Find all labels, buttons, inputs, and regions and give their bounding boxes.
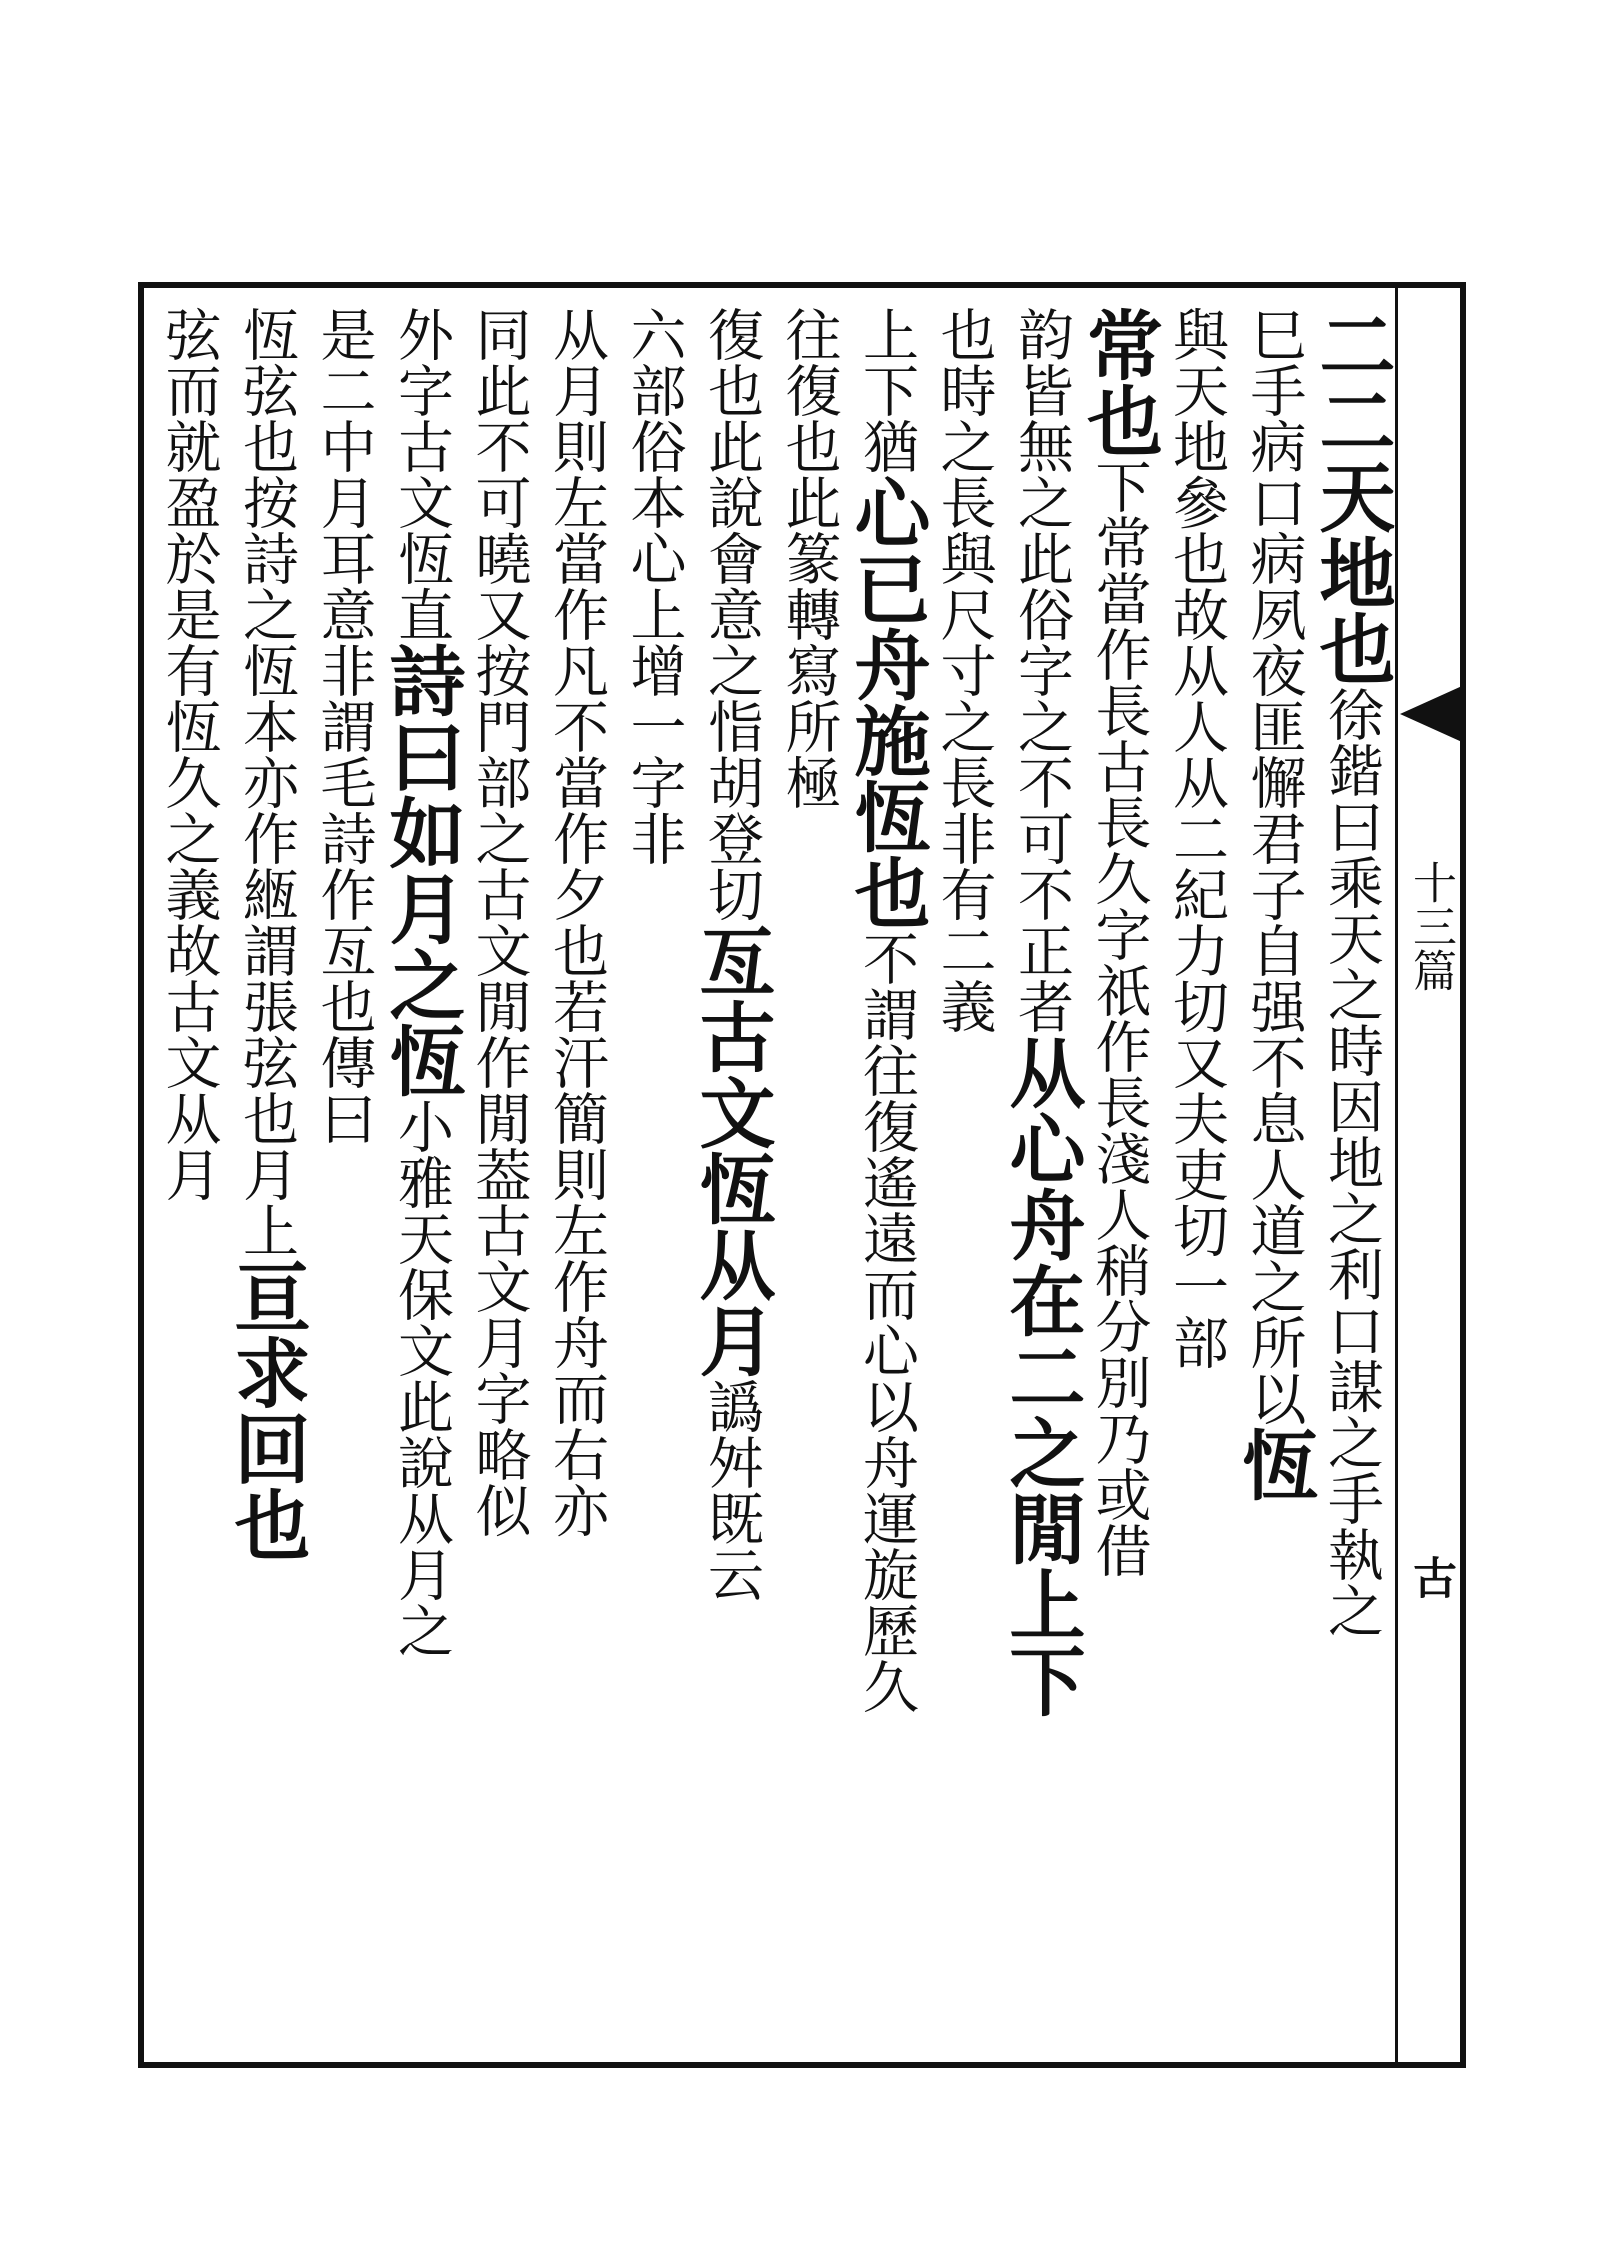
text-column — [150, 306, 228, 2056]
commentary-text: 意非謂毛詩作亙也傳曰 — [311, 586, 377, 1146]
commentary-text: 外字古文恆直 — [389, 306, 454, 642]
text-column — [377, 306, 466, 2056]
commentary-text: 上下猶 — [854, 306, 919, 474]
commentary-text: 譌舛既云 — [699, 1378, 764, 1602]
text-column — [687, 306, 776, 2056]
text-column — [925, 306, 1003, 2056]
commentary-text: 下常當作長古長久字祇作長淺人稍分別乃或借 — [1086, 458, 1152, 1578]
margin-page-number: 古 — [1405, 1555, 1456, 1599]
margin-title: 十三篇 — [1405, 860, 1456, 992]
commentary-text: 恆弦也按詩之恆本亦作緪謂張弦也月上 — [234, 306, 299, 1258]
commentary-text: 六部俗本心上增一字非 — [621, 306, 687, 866]
commentary-text: 與天地參也故从人从二紀力切又夫吏切一部 — [1164, 306, 1229, 1370]
commentary-text: 是二中月耳 — [311, 306, 377, 586]
text-column — [222, 306, 311, 2056]
margin-strip — [1395, 282, 1466, 2068]
text-column — [1158, 306, 1236, 2056]
headword-text: 恆 — [1229, 1426, 1319, 1502]
headword-text: 常也 — [1074, 306, 1164, 458]
text-column — [770, 306, 848, 2056]
text-column — [305, 306, 383, 2056]
text-body — [150, 300, 1396, 2060]
text-column — [1074, 306, 1164, 2056]
headword-text: 心已舟施恆也 — [842, 474, 931, 930]
text-column — [538, 306, 616, 2056]
commentary-text: 不謂往復遙遠而心以舟運旋歷久 — [854, 930, 919, 1714]
headword-text: 从心舟在二之閒上下 — [997, 1034, 1086, 1718]
headword-text: 二二天地也 — [1307, 306, 1396, 686]
text-column — [1307, 306, 1396, 2056]
text-column — [615, 306, 693, 2056]
fishtail-mark — [1400, 686, 1462, 742]
headword-text: 亙古文恆从月 — [687, 922, 776, 1378]
text-column — [997, 306, 1086, 2056]
commentary-text: 復也此說會意之恉胡登切 — [699, 306, 764, 922]
text-column — [842, 306, 931, 2056]
commentary-text: 徐鍇曰乘天之時因地之利口謀之手執之 — [1319, 686, 1384, 1638]
commentary-text: 同此不可曉又按門部之古文閒作閒葢古文月字略似 — [466, 306, 532, 1538]
headword-text: 詩曰如月之恆 — [377, 642, 466, 1098]
commentary-text: 从月則左當作凡不當作夕也若汗簡則左作舟而右亦 — [544, 306, 609, 1538]
commentary-text: 小雅天保文此說从月之 — [389, 1098, 454, 1658]
commentary-text: 弦而就盈於是有恆久之義故古文从月 — [156, 306, 222, 1202]
commentary-text: 巳手病口病夙夜匪懈君子自强不息人道之所以 — [1241, 306, 1307, 1426]
commentary-text: 也時之長與尺寸之長非有二義 — [931, 306, 997, 1034]
commentary-text: 韵皆無之此俗字之不可不正者 — [1009, 306, 1074, 1034]
commentary-text: 往復也此篆轉寫所極 — [776, 306, 842, 810]
headword-text: 亘求回也 — [222, 1258, 311, 1562]
text-column — [460, 306, 538, 2056]
text-column — [1229, 306, 1319, 2056]
